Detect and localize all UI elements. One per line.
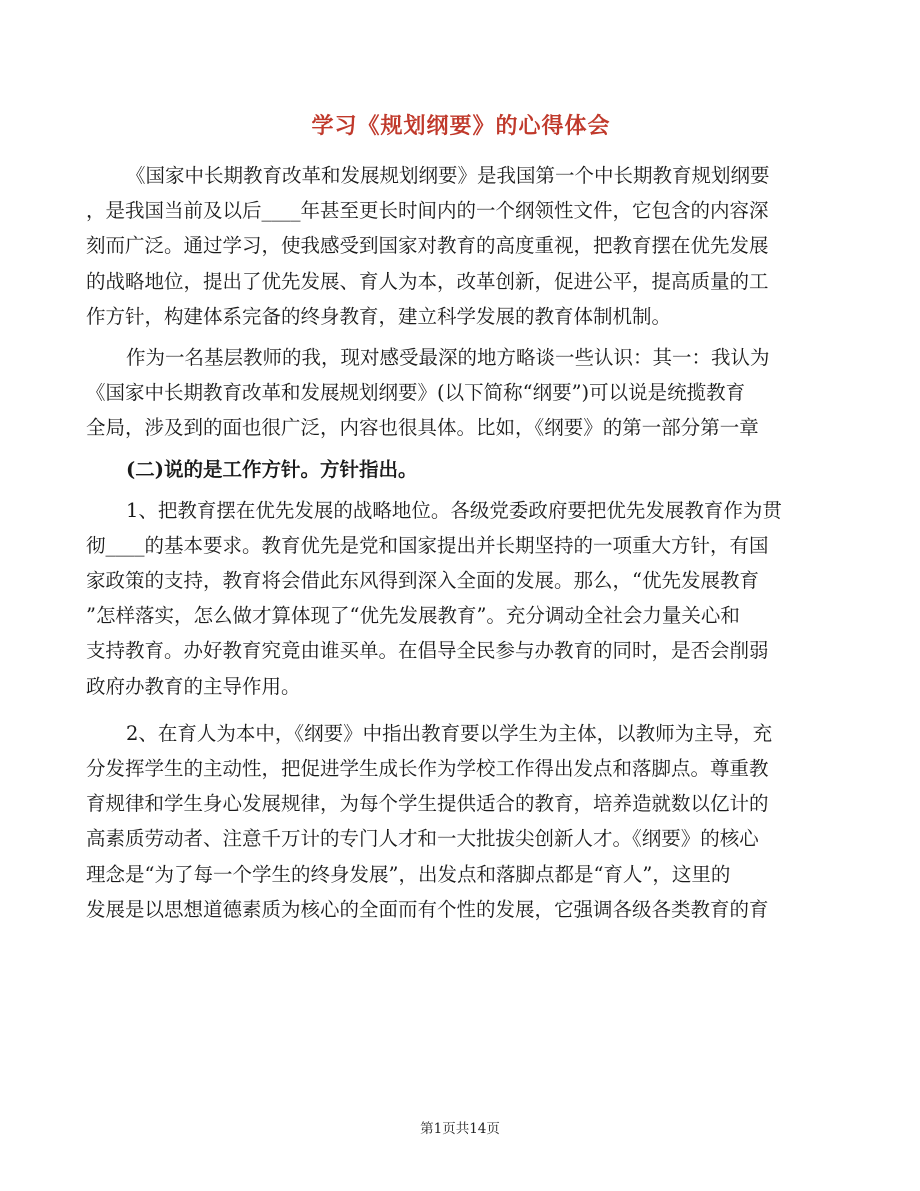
page-number-footer: 第1页共14页 xyxy=(420,1121,500,1137)
paragraph-2 xyxy=(86,340,836,446)
text-line: (二)说的是工作方针。方针指出。 xyxy=(126,457,418,481)
text-line: 理念是“为了每一个学生的终身发展”，出发点和落脚点都是“育人”，这里的 xyxy=(86,862,731,886)
text-line: 作为一名基层教师的我，现对感受最深的地方略谈一些认识：其一：我认为 xyxy=(126,345,770,369)
text-line: 育规律和学生身心发展规律，为每个学生提供适合的教育，培养造就数以亿计的 xyxy=(86,792,769,816)
text-line: 政府办教育的主导作用。 xyxy=(86,674,301,698)
document-page xyxy=(86,108,836,927)
text-line: 高素质劳动者、注意千万计的专门人才和一大批拔尖创新人才。《纲要》的核心 xyxy=(86,827,759,851)
text-line: 《国家中长期教育改革和发展规划纲要》是我国第一个中长期教育规划纲要 xyxy=(126,164,770,187)
text-line: 支持教育。办好教育究竟由谁买单。在倡导全民参与办教育的同时，是否会削弱 xyxy=(86,639,769,663)
text-line: 彻____的基本要求。教育优先是党和国家提出并长期坚持的一项重大方针，有国 xyxy=(86,533,769,557)
document-title: 学习《规划纲要》的心得体会 xyxy=(311,113,611,139)
text-line: 1、把教育摆在优先发展的战略地位。各级党委政府要把优先发展教育作为贯 xyxy=(126,498,782,522)
text-line: 刻而广泛。通过学习，使我感受到国家对教育的高度重视，把教育摆在优先发展 xyxy=(86,234,769,258)
text-line: ”怎样落实，怎么做才算体现了“优先发展教育”。充分调动全社会力量关心和 xyxy=(86,604,740,628)
text-line: 的战略地位，提出了优先发展、育人为本，改革创新，促进公平，提高质量的工 xyxy=(86,269,769,293)
paragraph-4 xyxy=(86,493,836,704)
section-heading xyxy=(86,452,836,487)
text-line: 发展是以思想道德素质为核心的全面而有个性的发展，它强调各级各类教育的育 xyxy=(86,897,769,921)
text-line: ，是我国当前及以后____年甚至更长时间内的一个纲领性文件，它包含的内容深 xyxy=(86,199,769,223)
text-line: 作方针，构建体系完备的终身教育，建立科学发展的教育体制机制。 xyxy=(86,304,672,328)
text-line: 分发挥学生的主动性，把促进学生成长作为学校工作得出发点和落脚点。尊重教 xyxy=(86,757,769,780)
paragraph-1 xyxy=(86,158,836,334)
paragraph-5 xyxy=(86,716,836,927)
text-line: 2、在育人为本中，《纲要》中指出教育要以学生为主体，以教师为主导，充 xyxy=(126,721,773,745)
text-line: 家政策的支持，教育将会借此东风得到深入全面的发展。那么，“优先发展教育 xyxy=(86,569,759,593)
text-line: 全局，涉及到的面也很广泛，内容也很具体。比如，《纲要》的第一部分第一章 xyxy=(86,416,759,440)
text-line: 《国家中长期教育改革和发展规划纲要》(以下简称“纲要”)可以说是统揽教育 xyxy=(86,381,746,405)
